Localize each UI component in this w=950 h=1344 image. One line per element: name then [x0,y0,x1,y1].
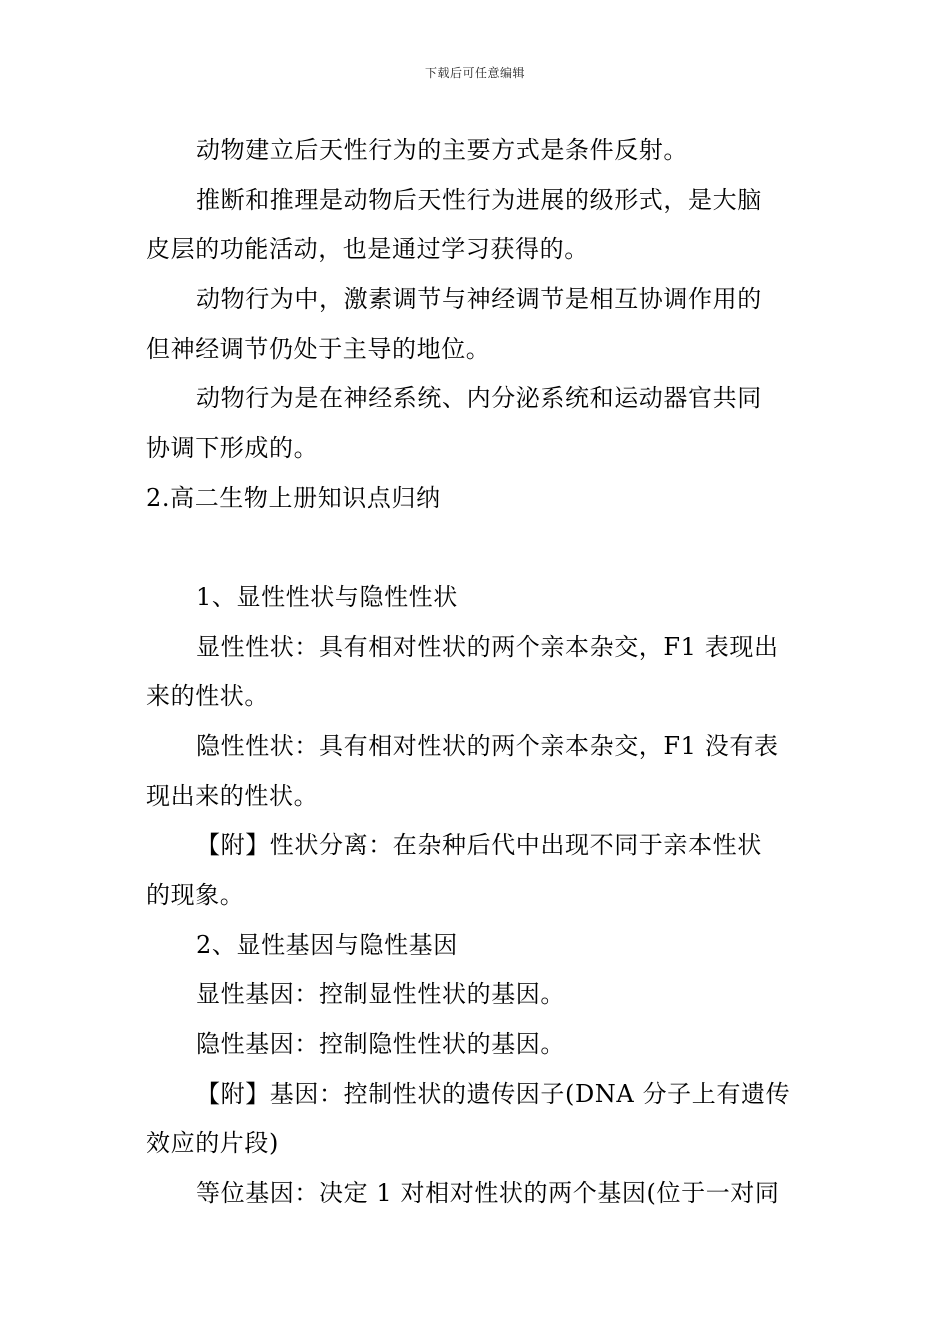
page-header-note: 下载后可任意编辑 [424,66,525,80]
paragraph-line: 效应的片段) [146,1129,279,1157]
paragraph-line: 协调下形成的。 [146,434,319,462]
paragraph-line: 【附】性状分离：在杂种后代中出现不同于亲本性状 [196,831,762,859]
subsection-heading: 1、显性性状与隐性性状 [196,583,458,611]
paragraph-line: 隐性性状：具有相对性状的两个亲本杂交，F1 没有表 [196,732,779,760]
section-heading: 2.高二生物上册知识点归纳 [146,484,441,512]
paragraph-line: 动物建立后天性行为的主要方式是条件反射。 [196,136,688,164]
paragraph-line: 等位基因：决定 1 对相对性状的两个基因(位于一对同 [196,1179,780,1207]
paragraph-line: 来的性状。 [146,682,269,710]
paragraph-line: 但神经调节仍处于主导的地位。 [146,335,491,363]
paragraph-line: 皮层的功能活动，也是通过学习获得的。 [146,235,589,263]
paragraph-line: 隐性基因：控制隐性性状的基因。 [196,1030,565,1058]
paragraph-line: 动物行为是在神经系统、内分泌系统和运动器官共同 [196,384,762,412]
paragraph-line: 显性性状：具有相对性状的两个亲本杂交，F1 表现出 [196,633,779,661]
paragraph-line: 现出来的性状。 [146,782,319,810]
subsection-heading: 2、显性基因与隐性基因 [196,931,458,959]
paragraph-line: 推断和推理是动物后天性行为进展的级形式，是大脑 [196,186,762,214]
paragraph-line: 的现象。 [146,881,245,909]
paragraph-line: 显性基因：控制显性性状的基因。 [196,980,565,1008]
paragraph-line: 【附】基因：控制性状的遗传因子(DNA 分子上有遗传 [196,1080,791,1108]
paragraph-line: 动物行为中，激素调节与神经调节是相互协调作用的 [196,285,762,313]
